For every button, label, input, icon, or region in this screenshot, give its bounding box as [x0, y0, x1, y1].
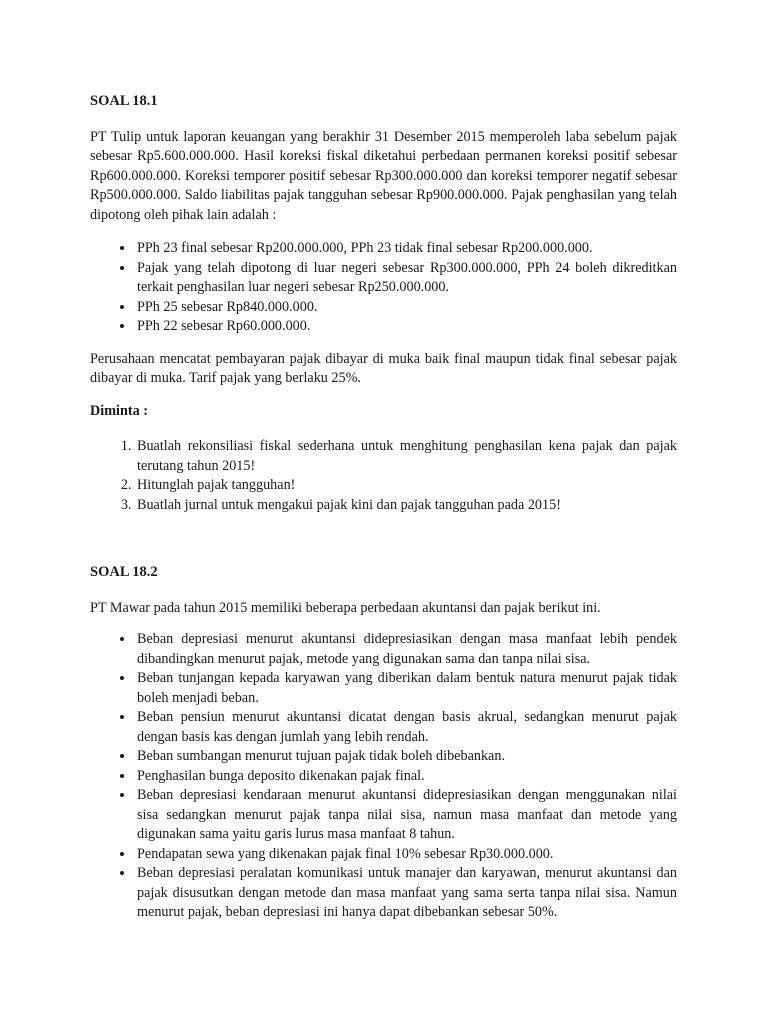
problem-18-1 [90, 92, 677, 515]
list-item: • Pendapatan sewa yang dikenakan pajak final 10% sebesar Rp30.000.000. [135, 845, 677, 865]
list-item: • Beban depresiasi peralatan komunikasi untuk manajer dan karyawan, menurut akuntansi dan pajak disusutkan dengan metode dan masa manfaat yang sama serta tanpa nilai sisa. Namun menurut pajak, beban depresiasi ini hanya dapat dibebankan sebesar 50%. [135, 864, 677, 923]
list-item: • Beban sumbangan menurut tujuan pajak tidak boleh dibebankan. [135, 747, 677, 767]
problem-18-1-note: Perusahaan mencatat pembayaran pajak dibayar di muka baik final maupun tidak final sebesar pajak dibayar di muka. Tarif pajak yang berlaku 25%. [90, 350, 677, 386]
problem-18-1-intro: PT Tulip untuk laporan keuangan yang berakhir 31 Desember 2015 memperoleh laba sebelum pajak sebesar Rp5.600.000.000. Hasil koreksi fiskal diketahui perbedaan permanen koreksi positif sebesar Rp600.000.000. Koreksi temporer positif sebesar Rp300.000.000 dan koreksi temporer negatif sebesar Rp500.000.000. Saldo liabilitas pajak tangguhan sebesar Rp900.000.000. Pajak penghasilan yang telah dipotong oleh pihak lain adalah : [90, 128, 677, 223]
list-item: • Beban depresiasi kendaraan menurut akuntansi didepresiasikan dengan menggunakan nilai sisa sedangkan menurut pajak tanpa nilai sisa, namun masa manfaat dan metode yang digunakan sama yaitu garis lurus masa manfaat 8 tahun. [135, 786, 677, 845]
list-item: 2. Hitunglah pajak tangguhan! [135, 476, 677, 496]
problem-18-2-intro: PT Mawar pada tahun 2015 memiliki beberapa perbedaan akuntansi dan pajak berikut ini. [90, 599, 601, 616]
list-item: • PPh 25 sebesar Rp840.000.000. [135, 298, 677, 318]
list-item: • Beban depresiasi menurut akuntansi didepresiasikan dengan masa manfaat lebih pendek dibandingkan menurut pajak, metode yang digunakan sama dan tanpa nilai sisa. [135, 630, 677, 669]
list-item: • Penghasilan bunga deposito dikenakan pajak final. [135, 767, 677, 787]
section-spacer [90, 539, 677, 563]
list-item: • Pajak yang telah dipotong di luar negeri sebesar Rp300.000.000, PPh 24 boleh dikreditkan terkait penghasilan luar negeri sebesar Rp250.000.000. [135, 259, 677, 298]
problem-18-2-difference-list [90, 630, 677, 923]
list-item: • Beban tunjangan kepada karyawan yang diberikan dalam bentuk natura menurut pajak tidak boleh menjadi beban. [135, 669, 677, 708]
list-item: • PPh 23 final sebesar Rp200.000.000, PPh 23 tidak final sebesar Rp200.000.000. [135, 239, 677, 259]
problem-18-2-title: SOAL 18.2 [90, 564, 158, 580]
list-item: • PPh 22 sebesar Rp60.000.000. [135, 317, 677, 337]
problem-18-1-task-list [90, 437, 677, 515]
document-page [90, 92, 677, 935]
list-item: • Beban pensiun menurut akuntansi dicatat dengan basis akrual, sedangkan menurut pajak dengan basis kas dengan jumlah yang lebih rendah. [135, 708, 677, 747]
list-item: 3. Buatlah jurnal untuk mengakui pajak kini dan pajak tangguhan pada 2015! [135, 496, 677, 516]
problem-18-1-title: SOAL 18.1 [90, 93, 158, 109]
list-item: 1. Buatlah rekonsiliasi fiskal sederhana untuk menghitung penghasilan kena pajak dan pajak terutang tahun 2015! [135, 437, 677, 476]
problem-18-2 [90, 563, 677, 923]
problem-18-1-withheld-tax-list [90, 239, 677, 337]
section-spacer [90, 515, 677, 539]
problem-18-1-required-label: Diminta : [90, 402, 148, 419]
